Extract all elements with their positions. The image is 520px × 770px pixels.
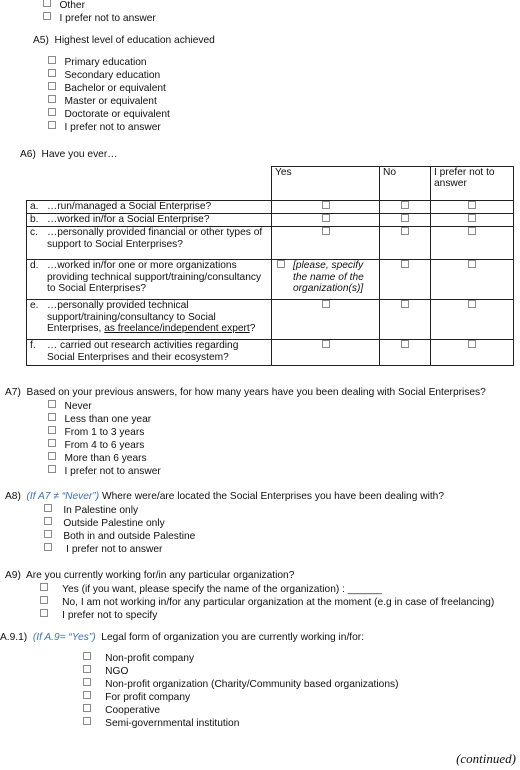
- checkbox[interactable]: [44, 530, 52, 538]
- list-item: I prefer not to answer: [44, 543, 162, 556]
- checkbox-no[interactable]: [401, 300, 409, 308]
- table-row: [27, 214, 514, 227]
- list-item: From 1 to 3 years: [48, 426, 144, 439]
- table-header-row: [27, 167, 514, 201]
- checkbox-prefer-not[interactable]: [468, 260, 476, 268]
- checkbox-prefer-not[interactable]: [468, 300, 476, 308]
- list-item: No, I am not working in/for any particular organization at the moment (e.g in case of freelancing): [40, 596, 494, 609]
- checkbox-no[interactable]: [401, 214, 409, 222]
- row-label: f. … carried out research activities regarding Social Enterprises and their ecosystem?: [27, 340, 272, 366]
- list-item: Cooperative: [83, 704, 160, 717]
- checkbox-prefer-not[interactable]: [468, 201, 476, 209]
- list-item: Outside Palestine only: [44, 517, 165, 530]
- row-label: a. …run/managed a Social Enterprise?: [27, 201, 272, 214]
- list-item: Both in and outside Palestine: [44, 530, 195, 543]
- checkbox-no[interactable]: [401, 260, 409, 268]
- list-item: From 4 to 6 years: [48, 439, 144, 452]
- header-yes: Yes: [272, 167, 380, 201]
- a6-table: [26, 166, 514, 366]
- list-item: Less than one year: [48, 413, 151, 426]
- checkbox-prefer-not[interactable]: [468, 340, 476, 348]
- list-item: I prefer not to answer: [48, 121, 161, 134]
- checkbox-yes[interactable]: [277, 260, 285, 268]
- list-item: I prefer not to specify: [40, 609, 157, 622]
- question-a6: A6) Have you ever…: [20, 149, 118, 160]
- checkbox[interactable]: [83, 652, 91, 660]
- table-row: [27, 340, 514, 366]
- checkbox[interactable]: [48, 108, 56, 116]
- row-label: e. …personally provided technical support/training/consultancy to Social Enterprises, as freelance/independent expert?: [27, 300, 272, 340]
- continued-note: (continued): [456, 751, 516, 766]
- checkbox[interactable]: [40, 583, 48, 591]
- checkbox[interactable]: [48, 400, 56, 408]
- question-a5: A5) Highest level of education achieved: [33, 35, 215, 46]
- checkbox[interactable]: [48, 465, 56, 473]
- checkbox[interactable]: [48, 426, 56, 434]
- list-item: Yes (if you want, please specify the name of the organization) : ______: [40, 583, 382, 596]
- row-label: b. …worked in/for a Social Enterprise?: [27, 214, 272, 227]
- checkbox[interactable]: [48, 56, 56, 64]
- list-item: Semi-governmental institution: [83, 717, 239, 730]
- checkbox[interactable]: [48, 69, 56, 77]
- checkbox[interactable]: [40, 609, 48, 617]
- list-item: In Palestine only: [44, 504, 138, 517]
- checkbox-prefer-not[interactable]: [468, 227, 476, 235]
- header-prefer-not: I prefer not to answer: [431, 167, 514, 201]
- checkbox[interactable]: [83, 717, 91, 725]
- question-a9-1: A.9.1) (If A.9= “Yes”) Legal form of organization you are currently working in/for:: [0, 632, 365, 643]
- checkbox-yes[interactable]: [322, 214, 330, 222]
- list-item: More than 6 years: [48, 452, 147, 465]
- list-item: NGO: [83, 665, 128, 678]
- checkbox-no[interactable]: [401, 201, 409, 209]
- checkbox[interactable]: [44, 543, 52, 551]
- list-item: For profit company: [83, 691, 190, 704]
- checkbox[interactable]: [48, 95, 56, 103]
- list-item: Never: [48, 400, 92, 413]
- checkbox[interactable]: [48, 452, 56, 460]
- question-a8: A8) (If A7 ≠ “Never”) Where were/are located the Social Enterprises you have been dealing with?: [5, 491, 445, 502]
- checkbox[interactable]: [44, 504, 52, 512]
- list-item: Non-profit company: [83, 652, 194, 665]
- checkbox[interactable]: [48, 82, 56, 90]
- list-item: Doctorate or equivalent: [48, 108, 170, 121]
- list-item: Other: [43, 0, 85, 12]
- checkbox[interactable]: [48, 121, 56, 129]
- checkbox-prefer-not[interactable]: [468, 214, 476, 222]
- checkbox[interactable]: [83, 678, 91, 686]
- checkbox-yes[interactable]: [322, 227, 330, 235]
- list-item: I prefer not to answer: [43, 12, 156, 25]
- header-no: No: [380, 167, 431, 201]
- checkbox[interactable]: [43, 0, 51, 7]
- checkbox-no[interactable]: [401, 340, 409, 348]
- checkbox[interactable]: [40, 596, 48, 604]
- checkbox[interactable]: [48, 413, 56, 421]
- checkbox[interactable]: [83, 691, 91, 699]
- table-row: [27, 260, 514, 300]
- list-item: Master or equivalent: [48, 95, 157, 108]
- checkbox-no[interactable]: [401, 227, 409, 235]
- checkbox-yes[interactable]: [322, 201, 330, 209]
- list-item: Bachelor or equivalent: [48, 82, 166, 95]
- checkbox-yes[interactable]: [322, 300, 330, 308]
- yes-specify-cell: [please, specify the name of the organization(s)]: [272, 260, 380, 300]
- checkbox[interactable]: [48, 439, 56, 447]
- list-item: Primary education: [48, 56, 147, 69]
- list-item: Secondary education: [48, 69, 160, 82]
- question-a9: A9) Are you currently working for/in any particular organization?: [5, 570, 295, 581]
- list-item: Non-profit organization (Charity/Community based organizations): [83, 678, 398, 691]
- table-row: [27, 201, 514, 214]
- checkbox[interactable]: [83, 704, 91, 712]
- checkbox[interactable]: [43, 12, 51, 20]
- row-label: c. …personally provided financial or other types of support to Social Enterprises?: [27, 227, 272, 260]
- table-row: [27, 300, 514, 340]
- table-corner: [27, 167, 272, 201]
- checkbox-yes[interactable]: [322, 340, 330, 348]
- checkbox[interactable]: [44, 517, 52, 525]
- table-row: [27, 227, 514, 260]
- row-label: d. …worked in/for one or more organizations providing technical support/training/consultancy to Social Enterprises?: [27, 260, 272, 300]
- list-item: I prefer not to answer: [48, 465, 161, 478]
- checkbox[interactable]: [83, 665, 91, 673]
- question-a7: A7) Based on your previous answers, for how many years have you been dealing with Social Enterprises?: [5, 387, 486, 398]
